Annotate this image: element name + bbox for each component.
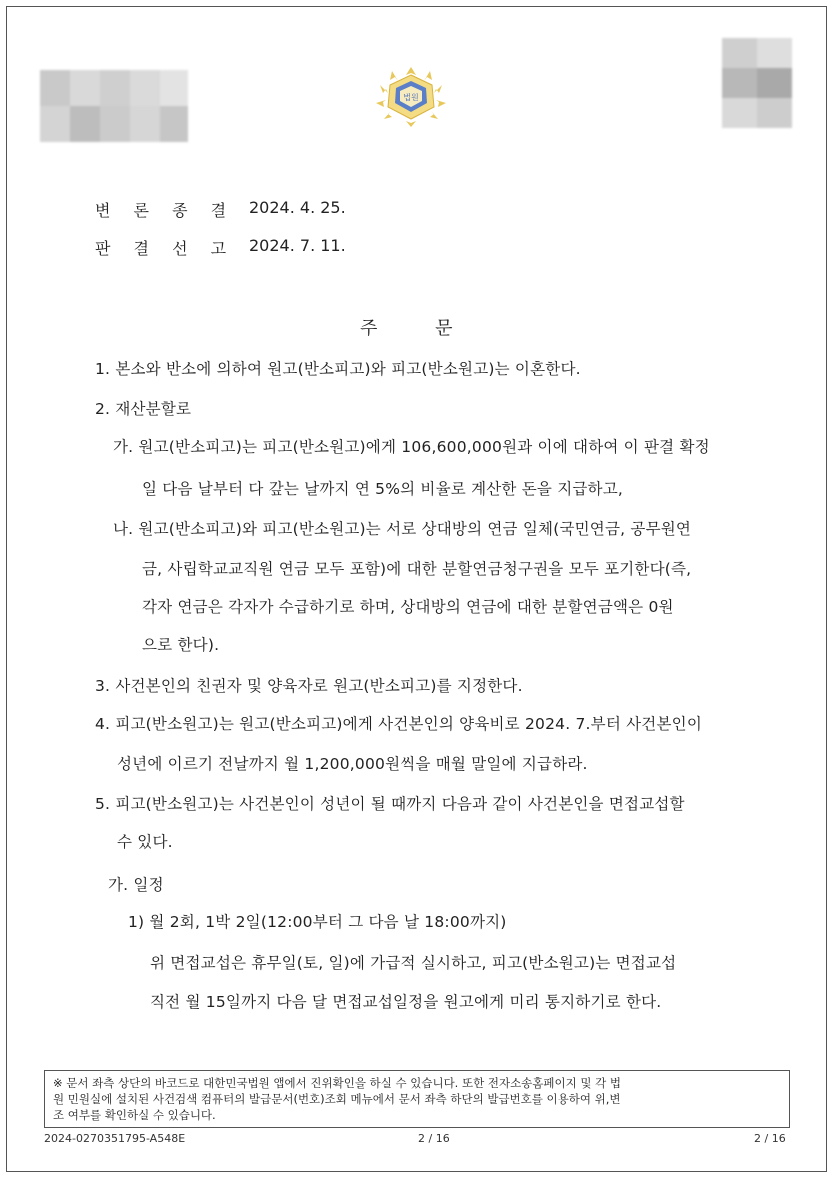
verification-notice [44, 1070, 790, 1128]
ruling-date: 2024. 7. 11. [249, 236, 346, 255]
page-number-center: 2 / 16 [418, 1132, 450, 1145]
order-line: 으로 한다). [142, 636, 220, 654]
qr-code-blurred [722, 38, 792, 128]
order-line: 수 있다. [117, 833, 173, 851]
order-heading-2: 문 [435, 318, 453, 339]
notice-line-2: 원 민원실에 설치된 사건검색 컴퓨터의 발급문서(번호)조회 메뉴에서 문서 좌측 하단의 발급번호를 이용하여 위,변 [53, 1092, 621, 1106]
order-line: 각자 연금은 각자가 수급하기로 하며, 상대방의 연금에 대한 분할연금액은 0원 [142, 598, 674, 616]
issue-number: 2024-0270351795-A548E [44, 1132, 186, 1145]
barcode-blurred [40, 70, 188, 142]
order-line: 2. 재산분할로 [95, 400, 192, 418]
order-line: 나. 원고(반소피고)와 피고(반소원고)는 서로 상대방의 연금 일체(국민연금, 공무원연 [113, 520, 692, 538]
order-line: 금, 사립학교교직원 연금 모두 포함)에 대한 분할연금청구권을 모두 포기한다(즉, [142, 560, 692, 578]
order-line: 가. 원고(반소피고)는 피고(반소원고)에게 106,600,000원과 이에 대하여 이 판결 확정 [113, 438, 710, 456]
order-heading [360, 314, 453, 340]
court-seal-icon [372, 65, 450, 129]
notice-line-1: ※ 문서 좌측 상단의 바코드로 대한민국법원 앱에서 진위확인을 하실 수 있습니다. 또한 전자소송홈페이지 및 각 법 [53, 1076, 622, 1090]
closing-label: 변 론 종 결 [95, 201, 236, 220]
notice-line-3: 조 여부를 확인하실 수 있습니다. [53, 1108, 216, 1122]
order-heading-1: 주 [360, 318, 378, 339]
seal-text: 법원 [403, 93, 419, 102]
order-line: 1) 월 2회, 1박 2일(12:00부터 그 다음 날 18:00까지) [128, 913, 507, 931]
order-line: 3. 사건본인의 친권자 및 양육자로 원고(반소피고)를 지정한다. [95, 677, 523, 695]
order-line: 직전 월 15일까지 다음 달 면접교섭일정을 원고에게 미리 통지하기로 한다. [150, 993, 662, 1011]
order-line: 성년에 이르기 전날까지 월 1,200,000원씩을 매월 말일에 지급하라. [117, 755, 588, 773]
order-line: 5. 피고(반소원고)는 사건본인이 성년이 될 때까지 다음과 같이 사건본인을 면접교섭할 [95, 795, 685, 813]
order-line: 일 다음 날부터 다 갚는 날까지 연 5%의 비율로 계산한 돈을 지급하고, [142, 480, 624, 498]
page-number-right: 2 / 16 [754, 1132, 786, 1145]
order-line: 위 면접교섭은 휴무일(토, 일)에 가급적 실시하고, 피고(반소원고)는 면접교섭 [150, 954, 677, 972]
ruling-label: 판 결 선 고 [95, 239, 236, 258]
closing-date: 2024. 4. 25. [249, 198, 346, 217]
order-line: 1. 본소와 반소에 의하여 원고(반소피고)와 피고(반소원고)는 이혼한다. [95, 360, 581, 378]
order-line: 4. 피고(반소원고)는 원고(반소피고)에게 사건본인의 양육비로 2024. 7.부터 사건본인이 [95, 715, 702, 733]
order-line: 가. 일정 [108, 876, 164, 894]
